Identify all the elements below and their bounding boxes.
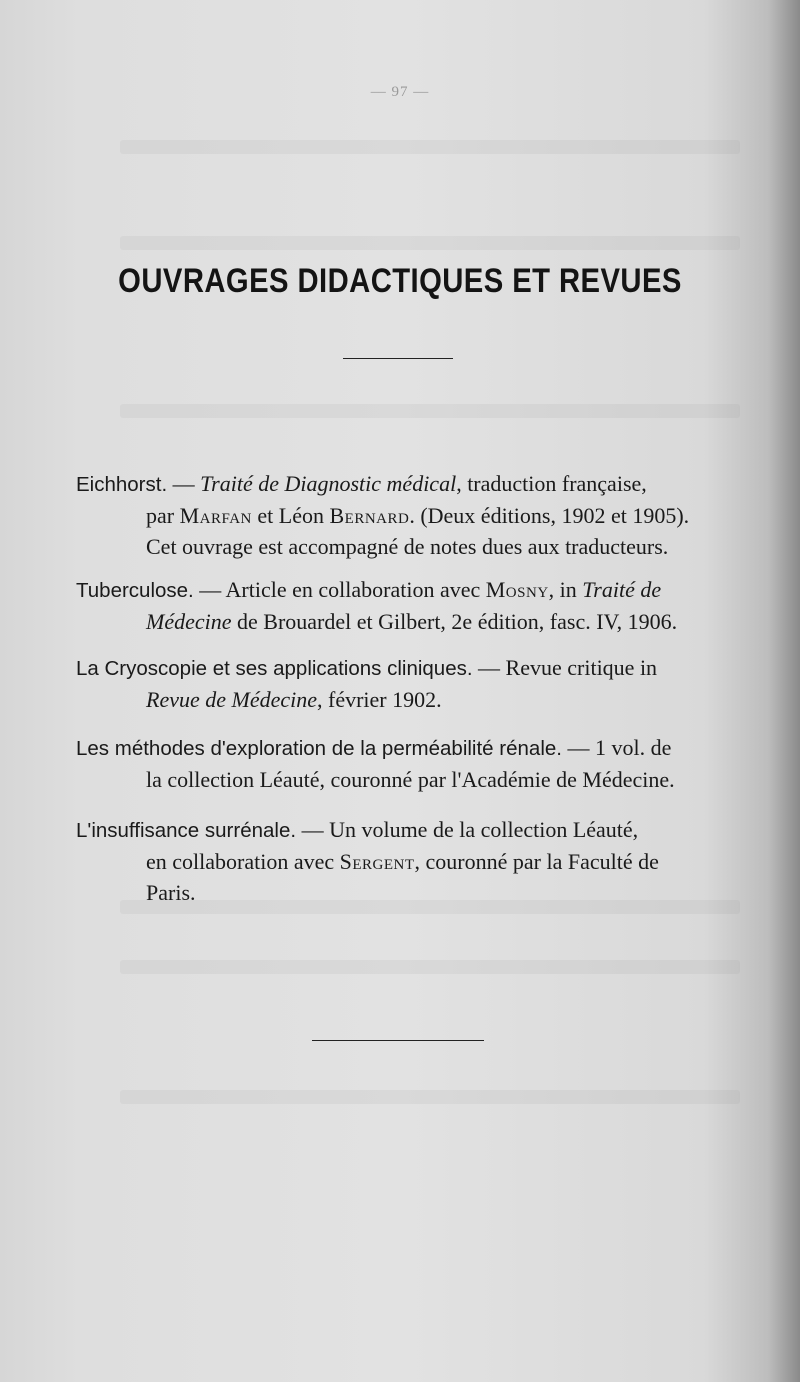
entry-line: par Marfan et Léon Bernard. (Deux éditions, 1902 et 1905). bbox=[146, 503, 690, 528]
entry-line: L'insuffisance surrénale. — Un volume de la collection Léauté, bbox=[76, 817, 639, 842]
title-divider bbox=[343, 358, 453, 359]
entry-line: Les méthodes d'exploration de la perméabilité rénale. — 1 vol. de bbox=[76, 735, 672, 760]
closing-divider bbox=[312, 1040, 484, 1041]
entry-line: Tuberculose. — Article en collaboration avec Mosny, in Traité de bbox=[76, 577, 662, 602]
author-name: Bernard bbox=[329, 503, 410, 528]
bibliography-entry-eichhorst bbox=[76, 468, 728, 562]
entry-line: en collaboration avec Sergent, couronné par la Faculté de bbox=[146, 849, 659, 874]
bibliography-entry-insuffisance bbox=[76, 814, 728, 908]
entry-heading: Les méthodes d'exploration de la perméabilité rénale. bbox=[76, 737, 562, 760]
bleed-through-shadow bbox=[120, 140, 740, 154]
entry-line: Revue de Médecine, février 1902. bbox=[146, 687, 442, 712]
page-title: OUVRAGES DIDACTIQUES ET REVUES bbox=[118, 262, 682, 300]
author-name: Sergent bbox=[339, 849, 415, 874]
author-name: Marfan bbox=[179, 503, 252, 528]
entry-heading: L'insuffisance surrénale. bbox=[76, 819, 297, 842]
bleed-through-shadow bbox=[120, 404, 740, 418]
bibliography-entry-methodes bbox=[76, 732, 728, 795]
bleed-through-shadow bbox=[120, 236, 740, 250]
entry-line: Médecine de Brouardel et Gilbert, 2e édition, fasc. IV, 1906. bbox=[146, 609, 678, 634]
entry-line: Paris. bbox=[146, 880, 196, 905]
entry-heading: La Cryoscopie et ses applications cliniques. bbox=[76, 657, 473, 680]
bleed-through-shadow bbox=[120, 960, 740, 974]
entry-line: Cet ouvrage est accompagné de notes dues aux traducteurs. bbox=[146, 534, 669, 559]
bleed-through-shadow bbox=[120, 1090, 740, 1104]
work-title: Revue de Médecine bbox=[146, 687, 317, 712]
entry-line: Eichhorst. — Traité de Diagnostic médical, traduction française, bbox=[76, 471, 647, 496]
page-number: — 97 — bbox=[370, 84, 430, 100]
entry-line: La Cryoscopie et ses applications cliniques. — Revue critique in bbox=[76, 655, 658, 680]
bibliography-entry-cryoscopie bbox=[76, 652, 728, 715]
author-name: Mosny bbox=[485, 577, 549, 602]
work-title: Médecine bbox=[146, 609, 232, 634]
entry-line: la collection Léauté, couronné par l'Académie de Médecine. bbox=[146, 767, 675, 792]
entry-author: Eichhorst. bbox=[76, 473, 168, 496]
entry-heading: Tuberculose. bbox=[76, 579, 194, 602]
work-title: Traité de Diagnostic médical bbox=[200, 471, 457, 496]
work-title: Traité de bbox=[582, 577, 662, 602]
bibliography-entry-tuberculose bbox=[76, 574, 728, 637]
